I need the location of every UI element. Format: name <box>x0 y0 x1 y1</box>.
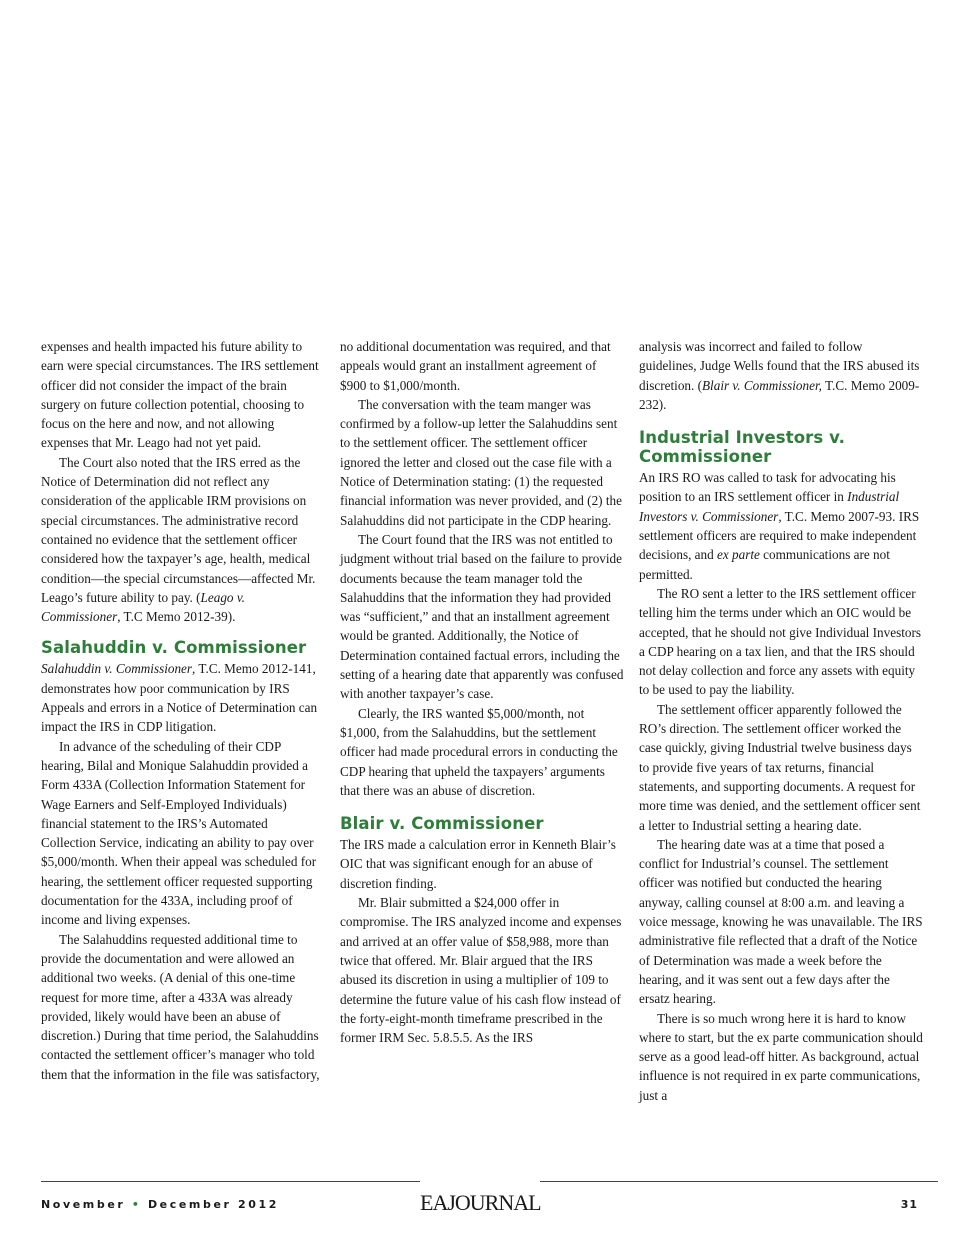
paragraph: no additional documentation was required, and that appeals would grant an installment agreement of $900 to $1,000/month. <box>340 339 611 393</box>
footer-rule-gap <box>420 1176 540 1186</box>
paragraph: expenses and health impacted his future ability to earn were special circumstances. The IRS settlement officer did not consider the impact of the brain surgery on future collection potential, choosing to focus on the here and now, and not allowing expenses that Mr. Leago had not yet paid. <box>41 339 319 451</box>
column-2 <box>340 337 624 1047</box>
paragraph: The RO sent a letter to the IRS settlement officer telling him the terms under which an OIC would be accepted, that he should not give Individual Investors a CDP hearing on a tax lien, and that the IRS should not delay collection and force any assets with equity to be used to pay the liability. <box>639 585 921 698</box>
section-heading-blair: Blair v. Commissioner <box>340 814 544 834</box>
journal-logo: EAJOURNAL <box>420 1190 541 1215</box>
paragraph: Mr. Blair submitted a $24,000 offer in compromise. The IRS analyzed income and expenses and arrived at an offer value of $58,988, more than twice that offered. Mr. Blair argued that the IRS abused its discretion in using a multiplier of 109 to determine the future value of his cash flow instead of the forty-eight-month timeframe prescribed in the former IRM Sec. 5.8.5.5. As the IRS <box>340 895 622 1046</box>
paragraph: The settlement officer apparently followed the RO’s direction. The settlement officer worked the case quickly, giving Industrial twelve business days to provide five years of tax returns, financial statements, and supporting documents. A request for more time was denied, and the settlement officer sent a letter to Industrial setting a hearing date. <box>639 701 921 833</box>
paragraph: Salahuddin v. Commissioner, T.C. Memo 2012-141, demonstrates how poor communication by IRS Appeals and errors in a Notice of Determination can impact the IRS in CDP litigation. <box>41 661 318 735</box>
paragraph: The Court also noted that the IRS erred as the Notice of Determination did not reflect any consideration of the applicable IRM provisions on special circumstances. The administrative record contained no evidence that the settlement officer considered how the taxpayer’s age, health, medical condition—the special circumstances—affected Mr. Leago’s future ability to pay. (Leago v. Commissioner, T.C Memo 2012-39). <box>41 454 316 625</box>
paragraph: There is so much wrong here it is hard to know where to start, but the ex parte communication should serve as a good lead-off hitter. As background, actual influence is not required in ex parte communications, just a <box>639 1010 923 1103</box>
paragraph: The Salahuddins requested additional time to provide the documentation and were allowed an additional two weeks. (A denial of this one-time request for more time, after a 433A was already provided, likely would have been an abuse of discretion.) During that time period, the Salahuddins contacted the settlement officer’s manager who told them that the information in the file was satisfactory, <box>41 931 320 1082</box>
footer-issue-date: November • December 2012 <box>41 1198 279 1211</box>
case-citation: Industrial Investors v. Commissioner <box>639 489 900 524</box>
column-1 <box>41 337 325 1084</box>
case-citation: Salahuddin v. Commissioner <box>41 661 193 677</box>
paragraph: The conversation with the team manger was confirmed by a follow-up letter the Salahuddins sent to the settlement officer. The settlement officer ignored the letter and closed out the case file with a Notice of Determination stating: (1) the requested financial information was never provided, and (2) the Salahuddins did not participate in the CDP hearing. <box>340 396 622 528</box>
case-citation: Blair v. Commissioner, <box>702 377 822 393</box>
bullet-separator: • <box>131 1198 142 1211</box>
paragraph: Clearly, the IRS wanted $5,000/month, not $1,000, from the Salahuddins, but the settlement officer had made procedural errors in conducting the CDP hearing that upheld the taxpayers’ arguments that there was an abuse of discretion. <box>340 705 618 798</box>
column-3 <box>639 337 923 1105</box>
paragraph: The hearing date was at a time that posed a conflict for Industrial’s counsel. The settlement officer was notified but conducted the hearing anyway, calling counsel at 8:00 a.m. and leaving a voice message, knowing he was unavailable. The IRS administrative file reflected that a draft of the Notice of Determination was made a week before the hearing, and it was sent out a few days after the ersatz hearing. <box>639 836 923 1007</box>
case-citation: Leago v. Commissioner <box>41 589 245 625</box>
paragraph: An IRS RO was called to task for advocating his position to an IRS settlement officer in Industrial Investors v. Commissioner, T.C. Memo 2007-93. IRS settlement officers are required to make independent decisions, and ex parte communications are not permitted. <box>639 470 920 582</box>
paragraph: In advance of the scheduling of their CDP hearing, Bilal and Monique Salahuddin provided a Form 433A (Collection Information Statement for Wage Earners and Self-Employed Individuals) financial statement to the IRS’s Automated Collection Service, indicating an ability to pay over $5,000/month. When their appeal was scheduled for hearing, the settlement officer requested supporting documentation for the 433A, including proof of income and living expenses. <box>41 738 317 928</box>
paragraph: The IRS made a calculation error in Kenneth Blair’s OIC that was significant enough for an abuse of discretion finding. <box>340 837 616 891</box>
section-heading-salahuddin: Salahuddin v. Commissioner <box>41 638 307 658</box>
paragraph: The Court found that the IRS was not entitled to judgment without trial based on the failure to provide documents because the team manager told the Salahuddins that the information they had provided was “sufficient,” and that an installment agreement would be granted. Additionally, the Notice of Determination contained factual errors, including the setting of a hearing date that apparently was confused with another taxpayer’s case. <box>340 531 624 702</box>
section-heading-industrial-investors: Industrial Investors v. Commissioner <box>639 428 846 467</box>
latin-term: ex parte <box>717 547 760 563</box>
page-number: 31 <box>900 1198 918 1211</box>
paragraph: analysis was incorrect and failed to follow guidelines, Judge Wells found that the IRS abused its discretion. (Blair v. Commissioner, T.C. Memo 2009-232). <box>639 339 920 412</box>
